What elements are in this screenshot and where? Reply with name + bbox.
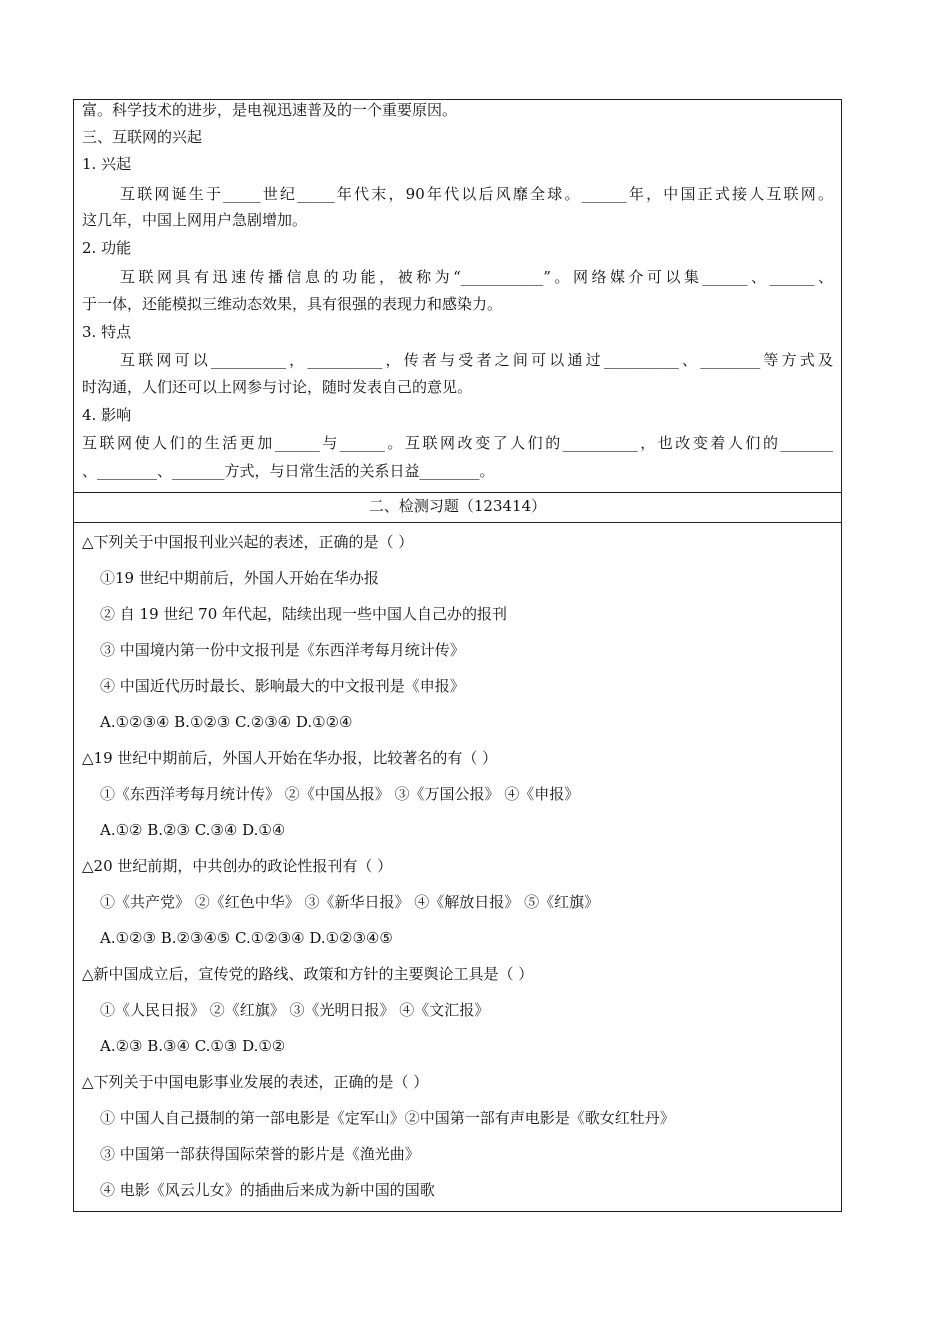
answer-options: A.①② B.②③ C.③④ D.①④: [100, 821, 286, 839]
question-stem: △下列关于中国电影事业发展的表述，正确的是（ ）: [82, 1073, 429, 1091]
function-line-2: 于一体，还能模拟三维动态效果，具有很强的表现力和感染力。: [82, 295, 503, 313]
row-divider: [74, 492, 841, 493]
question-stem: △新中国成立后，宣传党的路线、政策和方针的主要舆论工具是（ ）: [82, 965, 534, 983]
question-item: ①《共产党》 ②《红色中华》 ③《新华日报》 ④《解放日报》 ⑤《红旗》: [100, 893, 600, 911]
question-item: ①19 世纪中期前后，外国人开始在华办报: [100, 569, 379, 587]
question-item: ④ 电影《风云儿女》的插曲后来成为新中国的国歌: [100, 1181, 435, 1199]
answer-options: A.①②③④ B.①②③ C.②③④ D.①②④: [100, 713, 353, 731]
question-item: ①《东西洋考每月统计传》 ②《中国丛报》 ③《万国公报》 ④《申报》: [100, 785, 580, 803]
intro-tail-text: 富。科学技术的进步，是电视迅速普及的一个重要原因。: [82, 101, 458, 119]
rise-title: 1. 兴起: [82, 155, 132, 173]
question-item: ③ 中国第一部获得国际荣誉的影片是《渔光曲》: [100, 1145, 420, 1163]
answer-options: A.②③ B.③④ C.①③ D.①②: [100, 1037, 286, 1055]
rise-line-2: 这几年，中国上网用户急剧增加。: [82, 211, 308, 229]
question-item: ① 中国人自己摄制的第一部电影是《定军山》②中国第一部有声电影是《歌女红牡丹》: [100, 1109, 675, 1127]
function-line-1: 互联网具有迅速传播信息的功能，被称为“___________”。网络媒介可以集______、______、: [120, 268, 833, 286]
function-title: 2. 功能: [82, 239, 132, 257]
question-stem: △20 世纪前期，中共创办的政论性报刊有（ ）: [82, 857, 393, 875]
rise-line-1: 互联网诞生于_____世纪_____年代末，90年代以后风靡全球。______年，中国正式接人互联网。: [120, 185, 833, 203]
exercise-header: 二、检测习题（123414）: [368, 497, 547, 515]
section-heading: 三、互联网的兴起: [82, 128, 203, 146]
impact-line-1: 互联网使人们的生活更加______与______。互联网改变了人们的__________，也改变着人们的_______: [82, 434, 833, 452]
features-line-1: 互联网可以__________，__________，传者与受者之间可以通过__________、________等方式及: [120, 351, 833, 369]
answer-options: A.①②③ B.②③④⑤ C.①②③④ D.①②③④⑤: [100, 929, 393, 947]
row-divider: [74, 522, 841, 523]
impact-line-2: 、________、_______方式，与日常生活的关系日益________。: [82, 462, 495, 480]
question-stem: △19 世纪中期前后，外国人开始在华办报，比较著名的有（ ）: [82, 749, 498, 767]
question-item: ② 自 19 世纪 70 年代起，陆续出现一些中国人自己办的报刊: [100, 605, 508, 623]
question-item: ④ 中国近代历时最长、影响最大的中文报刊是《申报》: [100, 677, 465, 695]
worksheet-table: [73, 99, 842, 1212]
question-item: ③ 中国境内第一份中文报刊是《东西洋考每月统计传》: [100, 641, 465, 659]
features-title: 3. 特点: [82, 323, 132, 341]
question-stem: △下列关于中国报刊业兴起的表述，正确的是（ ）: [82, 533, 414, 551]
features-line-2: 时沟通，人们还可以上网参与讨论，随时发表自己的意见。: [82, 378, 473, 396]
impact-title: 4. 影响: [82, 406, 132, 424]
question-item: ①《人民日报》 ②《红旗》 ③《光明日报》 ④《文汇报》: [100, 1001, 490, 1019]
